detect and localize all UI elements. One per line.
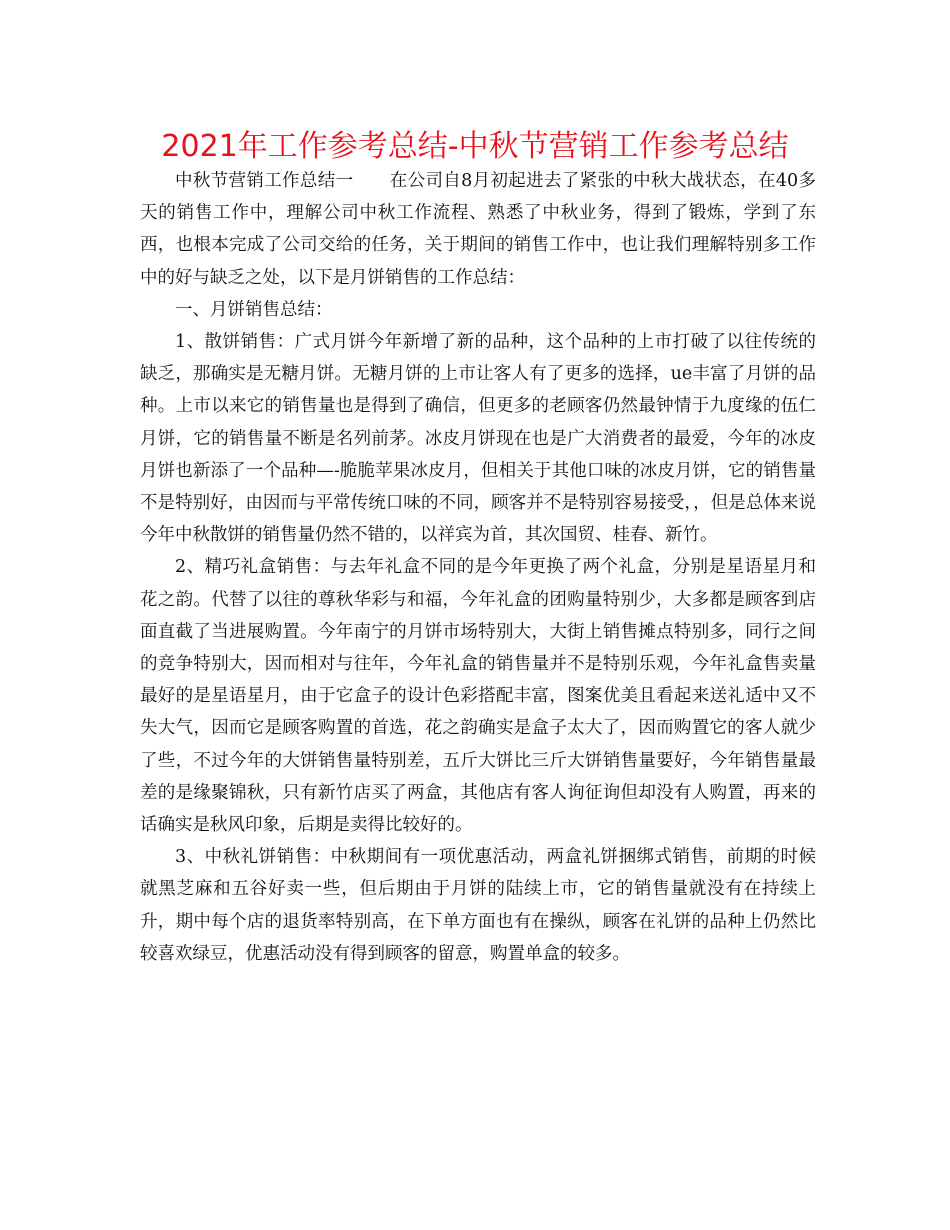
paragraph-item-1: 1、散饼销售：广式月饼今年新增了新的品种，这个品种的上市打破了以往传统的缺乏，那确实是无糖月饼。无糖月饼的上市让客人有了更多的选择，ue丰富了月饼的品种。上市以来它的销售量也是得到了确信，但更多的老顾客仍然最钟情于九度缘的伍仁月饼，它的销售量不断是名列前茅。冰皮月饼现在也是广大消费者的最爱，今年的冰皮月饼也新添了一个品种—-脆脆苹果冰皮月，但相关于其他口味的冰皮月饼，它的销售量不是特别好，由因而与平常传统口味的不同，顾客并不是特别容易接受，，但是总体来说今年中秋散饼的销售量仍然不错的，以祥宾为首，其次国贸、桂春、新竹。 xyxy=(140,332,816,546)
intro-text: 在公司自8月初起进去了紧张的中秋大战状态，在40多天的销售工作中，理解公司中秋工作流程、熟悉了中秋业务，得到了锻炼，学到了东西，也根本完成了公司交给的任务，关于期间的销售工作中，也让我们理解特别多工作中的好与缺乏之处，以下是月饼销售的工作总结： xyxy=(140,171,817,288)
paragraph-item-2: 2、精巧礼盒销售：与去年礼盒不同的是今年更换了两个礼盒，分别是星语星月和花之韵。代替了以往的尊秋华彩与和福，今年礼盒的团购量特别少，大多都是顾客到店面直截了当进展购置。今年南宁的月饼市场特别大，大街上销售摊点特别多，同行之间的竞争特别大，因而相对与往年，今年礼盒的销售量并不是特别乐观，今年礼盒售卖量最好的是星语星月，由于它盒子的设计色彩搭配丰富，图案优美且看起来送礼适中又不失大气，因而它是顾客购置的首选，花之韵确实是盒子太大了，因而购置它的客人就少了些，不过今年的大饼销售量特别差，五斤大饼比三斤大饼销售量要好，今年销售量最差的是缘聚锦秋，只有新竹店买了两盒，其他店有客人询征询但却没有人购置，再来的话确实是秋风印象，后期是卖得比较好的。 xyxy=(140,557,816,836)
section-heading: 一、月饼销售总结： xyxy=(175,299,333,320)
paragraph-item-3: 3、中秋礼饼销售：中秋期间有一项优惠活动，两盒礼饼捆绑式销售，前期的时候就黑芝麻和五谷好卖一些，但后期由于月饼的陆续上市，它的销售量就没有在持续上升，期中每个店的退货率特别高，在下单方面也有在操纵，顾客在礼饼的品种上仍然比较喜欢绿豆，优惠活动没有得到顾客的留意，购置单盒的较多。 xyxy=(140,847,816,964)
intro-heading: 中秋节营销工作总结一 xyxy=(175,171,354,191)
document-body xyxy=(140,165,816,970)
intro-paragraph xyxy=(140,165,816,294)
document-title: 2021年工作参考总结-中秋节营销工作参考总结 xyxy=(161,129,789,164)
